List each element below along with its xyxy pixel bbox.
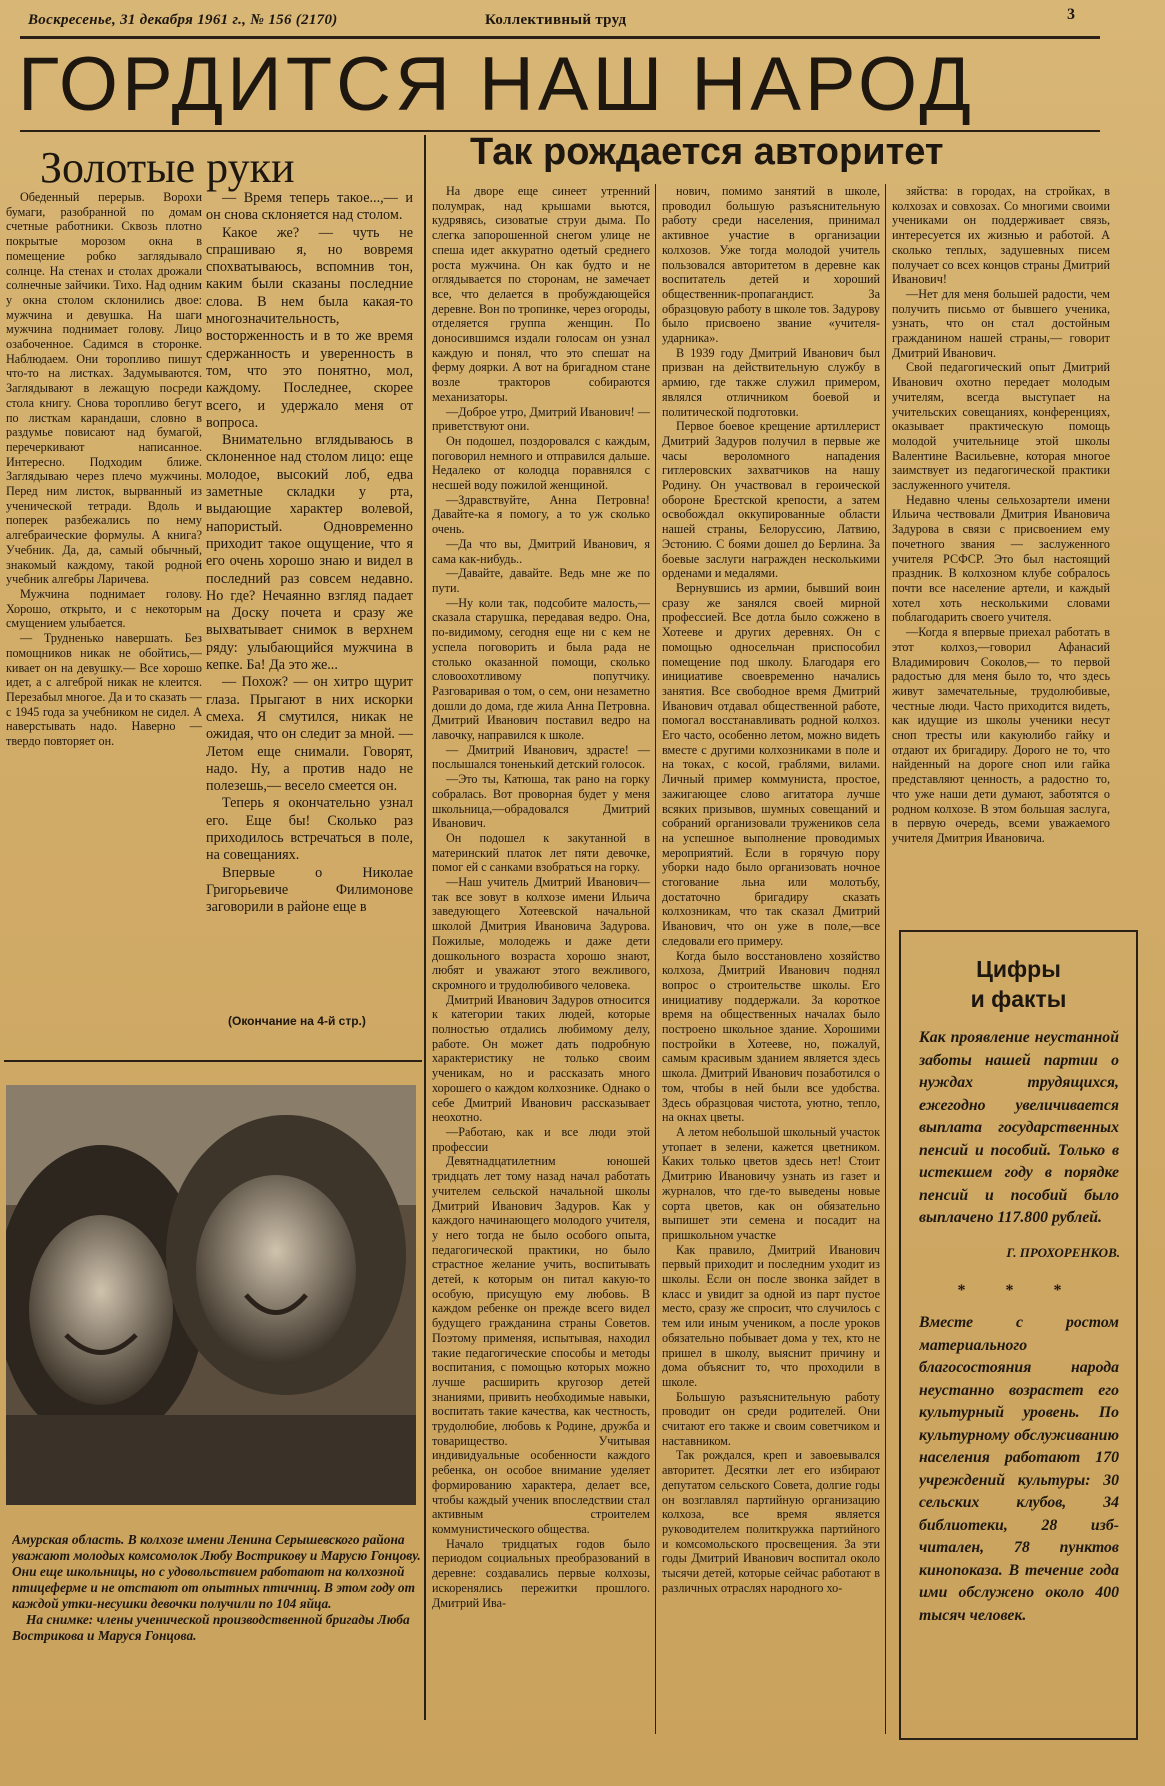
column-divider bbox=[885, 184, 886, 1734]
facts-box bbox=[899, 930, 1138, 1740]
paragraph: —Давайте, давайте. Ведь мне же по пути. bbox=[432, 566, 650, 595]
paragraph: Внимательно вглядываюсь в склоненное над столом лицо: еще молодое, высокий лоб, едва заметные складки у рта, выдающие характер волевой, напористый. Одновременно приходит такое ощущение, что я его очень хорошо знаю и видел в последний раз совсем недавно. Но где? Нечаянно взгляд падает на Доску почета и сразу же выхватывает снимок в верхнем ряду: улыбающийся мужчина в кепке. Ба! Да это же... bbox=[206, 432, 413, 674]
paragraph: Так рождался, креп и завоевывался авторитет. Десятки лет его избирают депутатом сельского Совета, долгие годы он возглавлял партийную организацию колхоза, все время является руководителем политкружка партийного и комсомольского просвещения. За эти годы Дмитрий Иванович воспитал около тысячи детей, которые сейчас работают в различных отраслях народного хо- bbox=[662, 1448, 880, 1595]
paragraph: В 1939 году Дмитрий Иванович был призван на действительную службу в армию, где также служил примером, являлся отличником боевой и политической подготовки. bbox=[662, 345, 880, 419]
masthead bbox=[20, 4, 1100, 38]
paragraph: Вернувшись из армии, бывший воин сразу же занялся своей мирной профессией. Все дотла было сожжено в Хотееве и других деревнях. Он с помощью односельчан приспособил помещение под школу. Благодаря его инициативе своевременно начались занятия. Все свободное время Дмитрий Иванович отдавал общественной работе, помогал восстанавливать родной колхоз. Его часто, особенно летом, можно видеть вместе с другими колхозниками в поле и на токах, с косой, граблями, вилами. Личный пример коммуниста, простое, зажигающее слово агитатора лучше всяких призывов, шумных совещаний и собраний организовали тружеников села на успешное выполнение проводимых мероприятий. Если в горячую пору уборки надо было организовать ночное стогование льна или молотьбу, достаточно бригадиру сказать колхозникам, что так сказал Дмитрий Иванович, что он уже в поле,—все следовали его примеру. bbox=[662, 580, 880, 948]
paragraph: Когда было восстановлено хозяйство колхоза, Дмитрий Иванович поднял вопрос о строительстве школы. Его инициативу поддержали. За короткое время на общественных началах было построено школьное здание. Хорошими постройки в Хотееве, но, пожалуй, самым красивым зданием является здесь школа. Дмитрий Иванович позаботился о том, чтобы в ней были все удобства. Здесь образцовая чистота, уютно, тепло, на окнах цветы. bbox=[662, 948, 880, 1125]
author-signature: Г. ПРОХОРЕНКОВ. bbox=[1006, 1245, 1120, 1260]
facts-box-title bbox=[911, 954, 1126, 1018]
paragraph: Он подошел к закутанной в материнский платок лет пяти девочке, помог ей с санками взобраться на горку. bbox=[432, 830, 650, 875]
caption-subtext: На снимке: члены ученической производственной бригады Люба Вострикова и Маруся Гонцова. bbox=[12, 1612, 410, 1643]
paragraph: —Нет для меня большей радости, чем получить письмо от бывшего ученика, узнать, что он стал достойным гражданином нашей страны,— говорит Дмитрий Иванович. bbox=[892, 286, 1110, 360]
paragraph: Обеденный перерыв. Ворохи бумаги, разобранной по домам счетные работники. Сквозь плотно покрытые морозом окна в помещение робко заглядывало солнце. На стенах и столах дрожали солнечные зайчики. Тихо. Над одним у окна столом склонились двое: мужчина и девушка. На шаги мужчина поднимает голову. Лицо озабоченное. Садимся в сторонке. Наблюдаем. Они торопливо пишут что-то на листках. Задумываются. Заглядывают в лежащую посреди стола книгу. Снова торопливо бегут по листкам карандаши, словно в раздумье повисают над бумагой, перечеркивают написанное. Интересно. Подходим ближе. Заглядываю через плечо мужчины. Перед ним листок, вырванный из ученической тетради. Вдоль и поперек разбежались по нему алгебраические формулы. А книга? Учебник. Да, да, самый обычный, знакомый каждому, такой родной учебник алгебры Ларичева. bbox=[6, 190, 202, 587]
paragraph: — Время теперь такое...,— и он снова склоняется над столом. bbox=[206, 190, 413, 224]
newspaper-name: Коллективный труд bbox=[485, 12, 627, 28]
photo-rule bbox=[4, 1060, 422, 1062]
issue-date: Воскресенье, 31 декабря 1961 г., № 156 (2170) bbox=[28, 12, 338, 28]
paragraph: Недавно члены сельхозартели имени Ильича чествовали Дмитрия Ивановича Задурова в связи с присвоением ему почетного звания — заслуженного учителя РСФСР. Это был настоящий праздник. В колхозном клубе собралось почти все население артели, и каждый хотел хоть несколькими словами поблагодарить своего учителя. bbox=[892, 492, 1110, 625]
paragraph: зяйства: в городах, на стройках, в колхозах и совхозах. Со многими своими учениками он поддерживает связь, интересуется их жизнью и работой. А сколько теплых, задушевных писем получает со всех концов страны Дмитрий Иванович! bbox=[892, 184, 1110, 287]
left-article-column-2 bbox=[206, 190, 413, 1010]
paragraph: Теперь я окончательно узнал его. Еще бы! Сколько раз приходилось встречаться в поле, на совещаниях. bbox=[206, 795, 413, 864]
paragraph: —Работаю, как и все люди этой профессии bbox=[432, 1125, 650, 1154]
paragraph: Мужчина поднимает голову. Хорошо, открыто, и с некоторым смущением улыбается. bbox=[6, 586, 202, 631]
facts-text-culture: Вместе с ростом материального благосостояния народа неустанно возрастет его культурный уровень. По культурному обслуживанию населения работают 170 учреждений культуры: 30 сельских клубов, 34 библиотеки, 28 изб-читален, 78 пунктов кинопоказа. В течение года ими обслужено около 400 тысяч человек. bbox=[919, 1314, 1119, 1624]
page-banner: ГОРДИТСЯ НАШ НАРОД bbox=[18, 42, 975, 127]
paragraph: Как правило, Дмитрий Иванович первый приходит и последним уходит из школы. Если он после звонка зайдет в класс и увидит за одной из парт пустое место, сразу же спросит, что случилось с тем или иным учеником, а после уроков обязательно побывает дома у тех, кто не пришел в школу, выяснит причину и дома объяснит то, что проходили в школе. bbox=[662, 1242, 880, 1389]
photo-caption bbox=[12, 1532, 422, 1692]
page-number: 3 bbox=[1067, 6, 1076, 23]
paragraph: А летом небольшой школьный участок утопает в зелени, кажется цветником. Каких только цветов здесь нет! Стоит Дмитрию Ивановичу узнать из газет и журналов, что где-то выведены новые сорта цветов, как он обязательно выпишет эти семена и посадит на пришкольном участке bbox=[662, 1125, 880, 1242]
paragraph: —Ну коли так, подсобите малость,— сказала старушка, передавая ведро. Она, по-видимому, сегодня еще ни с кем не успела поговорить и была рада не столько оказанной помощи, сколько словоохотливому попутчику. Разговаривая о том, о сем, они незаметно дошли до дома, где жила Анна Петровна. Дмитрий Иванович поставил ведро на лавочку, направился к школе. bbox=[432, 595, 650, 743]
paragraph: —Здравствуйте, Анна Петровна! Давайте-ка я помогу, а то уж сколько очень. bbox=[432, 492, 650, 537]
facts-title-line: Цифры bbox=[976, 956, 1061, 982]
paragraph: —Доброе утро, Дмитрий Иванович! — приветствуют они. bbox=[432, 404, 650, 434]
paragraph: Большую разъяснительную работу проводит он среди родителей. Они считают его также и своим советчиком и наставником. bbox=[662, 1389, 880, 1448]
paragraph: — Похож? — он хитро щурит глаза. Прыгают в них искорки смеха. Я смутился, никак не ожидая, что он следит за мной. — Летом еще снимали. Говорят, надо. Ну, а против надо не полезешь,— весело смеется он. bbox=[206, 674, 413, 795]
caption-text: Амурская область. В колхозе имени Ленина Серышевского района уважают молодых комсомолок Любу Вострикову и Марусю Гонцову. Они еще школьницы, но с удовольствием работают на колхозной птицеферме и не отстают от опытных птичниц. В этом году от каждой утки-несушки девочки получили по 104 яйца. bbox=[12, 1532, 421, 1611]
facts-title-line: и факты bbox=[970, 986, 1067, 1012]
paragraph: Начало тридцатых годов было периодом социальных преобразований в деревне: создавались первые колхозы, искоренялись пережитки прошлого. Дмитрий Ива- bbox=[432, 1536, 650, 1610]
paragraph: Свой педагогический опыт Дмитрий Иванович охотно передает молодым учителям, всегда выступает на учительских совещаниях, конференциях, оказывает практическую помощь молодой учительнице этой школы Валентине Васильевне, которая многое заимствует из педагогической практики заслуженного учителя. bbox=[892, 360, 1110, 493]
masthead-rule bbox=[20, 36, 1100, 39]
photo-two-girls bbox=[6, 1085, 416, 1505]
left-article-column-1 bbox=[6, 190, 202, 1040]
paragraph: — Трудненько навершать. Без помощников никак не обойтись,— кивает он на девушку.— Все хорошо идет, а с алгеброй никак не клеится. Перезабыл многое. Да и то сказать — с 1945 года за учебником не сидел. А наверстывать надо. Наверно — твердо повторяет он. bbox=[6, 631, 202, 749]
column-divider bbox=[655, 184, 656, 1734]
section-separator: * * * bbox=[957, 1282, 1080, 1299]
column-divider bbox=[424, 135, 426, 1720]
paragraph: нович, помимо занятий в школе, проводил большую разъяснительную работу среди населения, принимал активное участие в организации колхозов. Уже тогда молодой учитель пользовался авторитетом в деревне как воспитатель детей и хороший общественник-пропагандист. За образцовую работу в школе тов. Задурову было присвоено звание «учителя-ударника». bbox=[662, 184, 880, 346]
paragraph: —Когда я впервые приехал работать в этот колхоз,—говорил Афанасий Владимирович Соколов,— то первой радостью для меня было то, что здесь живут замечательные, трудолюбивые, честные люди. Часто приходится видеть, как идущие из школы ученики несут сноп тресты или какуюлибо гайку и отдают их бригадиру. Дорого не то, что найденный на дороге сноп или гайка представляют ценность, а радостно то, что уже наши дети думают, заботятся о родном колхозе. В этом большая заслуга, в первую очередь, всеми уважаемого учителя Дмитрия Ивановича. bbox=[892, 625, 1110, 845]
paragraph: На дворе еще синеет утренний полумрак, над крышами вьются, кудрявясь, сизоватые струи дыма. По слегка запорошенной снегом улице не спеша идет аккуратно одетый среднего роста мужчина. Он как будто и не оглядывается по сторонам, не замечает все, что делается в пробуждающейся деревне. Вон по тропинке, через огороды, отделяется группа женщин. По доносившимся издали голосам он узнал каждую и понял, что это спешат на ферму доярки. А вот на бригадном стане возле тракторов собираются механизаторы. bbox=[432, 184, 650, 404]
paragraph: —Наш учитель Дмитрий Иванович—так все зовут в колхозе имени Ильича заведующего Хотеевской начальной школой Дмитрия Ивановича Задурова. Пожилые, молодежь и даже дети дошкольного возраста хорошо знают, любят и уважают этого вежливого, скромного и трудолюбивого человека. bbox=[432, 875, 650, 992]
paragraph: Первое боевое крещение артиллерист Дмитрий Задуров получил в первые же часы вероломного нападения гитлеровских захватчиков на нашу Родину. Он участвовал в героической обороне Брестской крепости, а затем освобождал оккупированные области нашей страны, Белоруссию, Латвию, Эстонию. С боями дошел до Берлина. За боевые заслуги награжден несколькими орденами и медалями. bbox=[662, 419, 880, 581]
paragraph: — Дмитрий Иванович, здрасте! —послышался тоненький детский голосок. bbox=[432, 742, 650, 772]
main-article-title: Так рождается авторитет bbox=[470, 131, 944, 173]
paragraph: —Это ты, Катюша, так рано на горку собралась. Вот проворная будет у меня школьница,—обрадовался Дмитрий Иванович. bbox=[432, 772, 650, 831]
paragraph: Впервые о Николае Григорьевиче Филимонове заговорили в районе еще в bbox=[206, 864, 413, 916]
paragraph: Дмитрий Иванович Задуров относится к категории таких людей, которые полностью отдались любимому делу, работе. Он может дать подробную характеристику не только своим ученикам, но и рассказать много хорошего о каждом колхознике. Однако о себе Дмитрий Иванович рассказывает неохотно. bbox=[432, 992, 650, 1125]
facts-text-pensions: Как проявление неустанной заботы нашей партии о нуждах трудящихся, ежегодно увеличивается выплата государственных пенсий и пособий. Только в истекшем году в порядке пенсий и пособий было выплачено 117.800 рублей. bbox=[919, 1029, 1119, 1226]
main-article-column-1 bbox=[432, 184, 650, 1744]
paragraph: Какое же? — чуть не спрашиваю я, но вовремя спохватываюсь, вспомнив тон, каким были сказаны последние слова. В нем была какая-то многозначительность, восторженность и в то же время сдержанность и уверенность в том, что это понятно, мол, каждому. Последнее, скорее всего, и удержало меня от вопроса. bbox=[206, 224, 413, 431]
paragraph: —Да что вы, Дмитрий Иванович, я сама как-нибудь.. bbox=[432, 536, 650, 566]
paragraph: Он подошел, поздоровался с каждым, поговорил немного и отправился дальше. Недалеко от колодца поравнялся с несшей воду пожилой женщиной. bbox=[432, 433, 650, 493]
main-article-column-2 bbox=[662, 184, 880, 1744]
left-article-title: Золотые руки bbox=[40, 143, 295, 192]
continued-note: (Окончание на 4-й стр.) bbox=[228, 1014, 366, 1028]
paragraph: Девятнадцатилетним юношей тридцать лет тому назад начал работать учителем сельской начальной школы Дмитрий Иванович Задуров. Как у каждого начинающего молодого учителя, у него тогда не было особого опыта, педагогической практики, но было страстное желание учить, воспитывать детей, к которым он питал какую-то особую, присущую ему любовь. В каждом ребенке он прежде всего видел будущего гражданина страны Советов. Поэтому применяя, испытывая, находил такие педагогические способы и методы воспитания, с помощью которых можно лучше расширить кругозор детей знаниями, привить необходимые навыки, воспитать такие качества, как честность, трудолюбие, любовь к Родине, дружба и товарищество. Учитывая индивидуальные особенности каждого ребенка, он особое внимание уделяет формированию характера, делает все, чтобы каждый ученик впоследствии стал активным строителем коммунистического общества. bbox=[432, 1154, 650, 1536]
